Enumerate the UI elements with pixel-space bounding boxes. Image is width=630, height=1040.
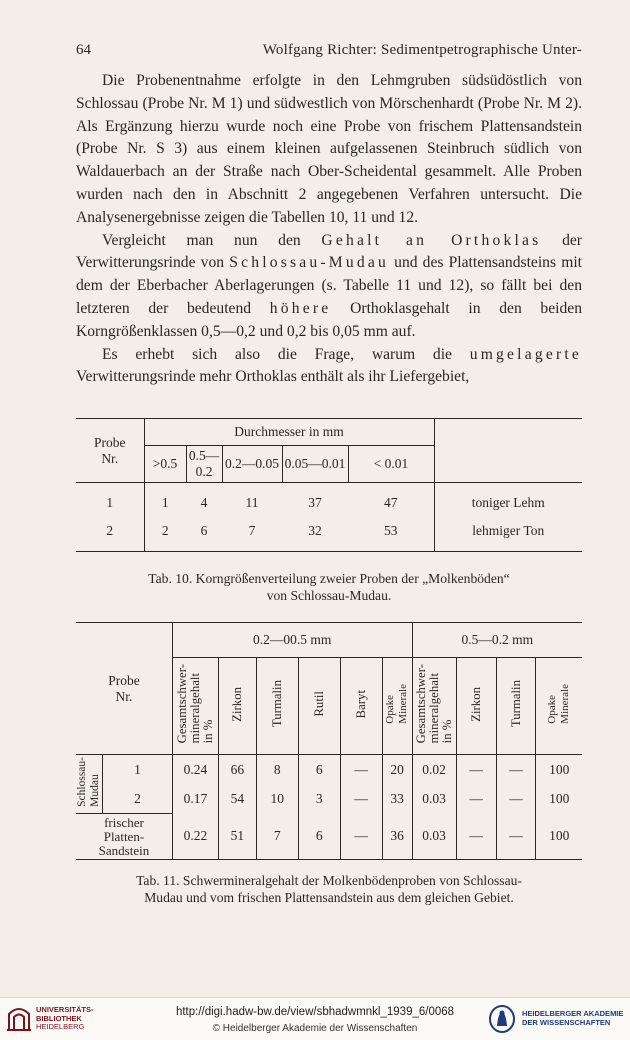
- col-header: 0.5—0.2: [186, 446, 222, 483]
- spaced-emphasis: höhere: [269, 299, 332, 317]
- col-header: Gesamtschwer- mineralgehalt in %: [172, 658, 218, 755]
- group-header: 0.2—00.5 mm: [172, 623, 412, 658]
- col-header: Zirkon: [218, 658, 256, 755]
- table-row: 1 1 4 11 37 47 toniger Lehm: [76, 489, 582, 517]
- col-header: Baryt: [340, 658, 382, 755]
- paragraph-1: Die Probenentnahme erfolgte in den Lehmgruben südsüdöstlich von Schlossau (Probe Nr. M 1) und südwestlich von Mörschenhardt (Probe Nr. M 2). Als Ergänzung hierzu wurde noch eine Probe von frischem Plattensandstein (Probe Nr. S 3) aus einem kleinen aufgelassenen Steinbruch südlich von Waldauerbach an der Straße nach Ober-Scheidental gesammelt. Alle Proben wurden nach den in Abschnitt 2 angegebenen Verfahren untersucht. Die Analysenergebnisse zeigen die Tabellen 10, 11 und 12.: [76, 72, 582, 226]
- probe-header: Probe Nr.: [108, 672, 140, 704]
- running-header: [76, 42, 582, 60]
- page-number: 64: [76, 42, 91, 58]
- col-header: Opake Minerale: [382, 658, 412, 755]
- footer-bar: [0, 997, 630, 1040]
- table-10: [76, 418, 582, 552]
- copyright-notice: © Heidelberger Akademie der Wissenschaften: [212, 1023, 418, 1034]
- col-header: < 0.01: [348, 446, 434, 483]
- spaced-emphasis: Schlossau-Mudau: [229, 254, 389, 272]
- spaced-emphasis: umgelagerte: [469, 345, 582, 363]
- body-text: [76, 70, 582, 389]
- col-header: Rutil: [298, 658, 340, 755]
- table-row: Schlossau- Mudau 1 0.24 66 8 6 — 20 0.02 — — 100: [76, 755, 582, 784]
- table-11: [76, 622, 582, 860]
- source-url-link[interactable]: http://digi.hadw-bw.de/view/sbhadwmnkl_1939_6/0068: [175, 1006, 455, 1018]
- col-header: Turmalin: [256, 658, 298, 755]
- university-library-label: UNIVERSITÄTS- BIBLIOTHEK HEIDELBERG: [36, 1005, 94, 1031]
- table-row: frischer Platten- Sandstein 0.22 51 7 6 — 36 0.03 — — 100: [76, 814, 582, 860]
- spaced-emphasis: Gehalt an Orthoklas: [321, 231, 542, 249]
- table-10-caption: Tab. 10. Korngrößenverteilung zweier Proben der „Molkenböden“ von Schlossau-Mudau.: [148, 571, 510, 603]
- group-label: Schlossau- Mudau: [76, 755, 103, 814]
- paragraph-3: Es erhebt sich also die Frage, warum die umgelagerte Verwitterungsrinde mehr Orthoklas enthält als ihr Liefergebiet,: [76, 345, 582, 386]
- col-header: >0.5: [144, 446, 186, 483]
- paragraph-2: Vergleicht man nun den Gehalt an Orthoklas der Verwitterungsrinde von Schlossau-Mudau und des Plattensandsteins mit dem der Eberbacher Aberlagerungen (s. Tabelle 11 und 12), so fällt bei den letzteren der bedeutend höhere Orthoklasgehalt in den beiden Korngrößenklassen 0,5—0,2 und 0,2 bis 0,05 mm auf.: [76, 231, 582, 340]
- col-header: Gesamtschwer- mineralgehalt in %: [412, 658, 456, 755]
- col-header: 0.2—0.05: [222, 446, 282, 483]
- col-header: Zirkon: [456, 658, 496, 755]
- col-header: Opake Minerale: [536, 658, 582, 755]
- group-header: Durchmesser in mm: [144, 419, 434, 446]
- probe-header: Probe Nr.: [94, 434, 126, 466]
- table-row: 2 0.17 54 10 3 — 33 0.03 — — 100: [76, 784, 582, 814]
- col-header: Turmalin: [496, 658, 536, 755]
- academy-seal-icon: [488, 1004, 516, 1034]
- table-11-caption: Tab. 11. Schwermineralgehalt der Molkenbödenproben von Schlossau- Mudau und vom frischen Plattensandstein aus dem gleichen Gebiet.: [136, 873, 522, 905]
- group-header: 0.5—0.2 mm: [412, 623, 582, 658]
- table-row: 2 2 6 7 32 53 lehmiger Ton: [76, 517, 582, 545]
- col-header: 0.05—0.01: [282, 446, 348, 483]
- running-title: Wolfgang Richter: Sedimentpetrographische Unter-: [262, 42, 582, 58]
- academy-label: HEIDELBERGER AKADEMIE DER WISSENSCHAFTEN: [522, 1009, 624, 1027]
